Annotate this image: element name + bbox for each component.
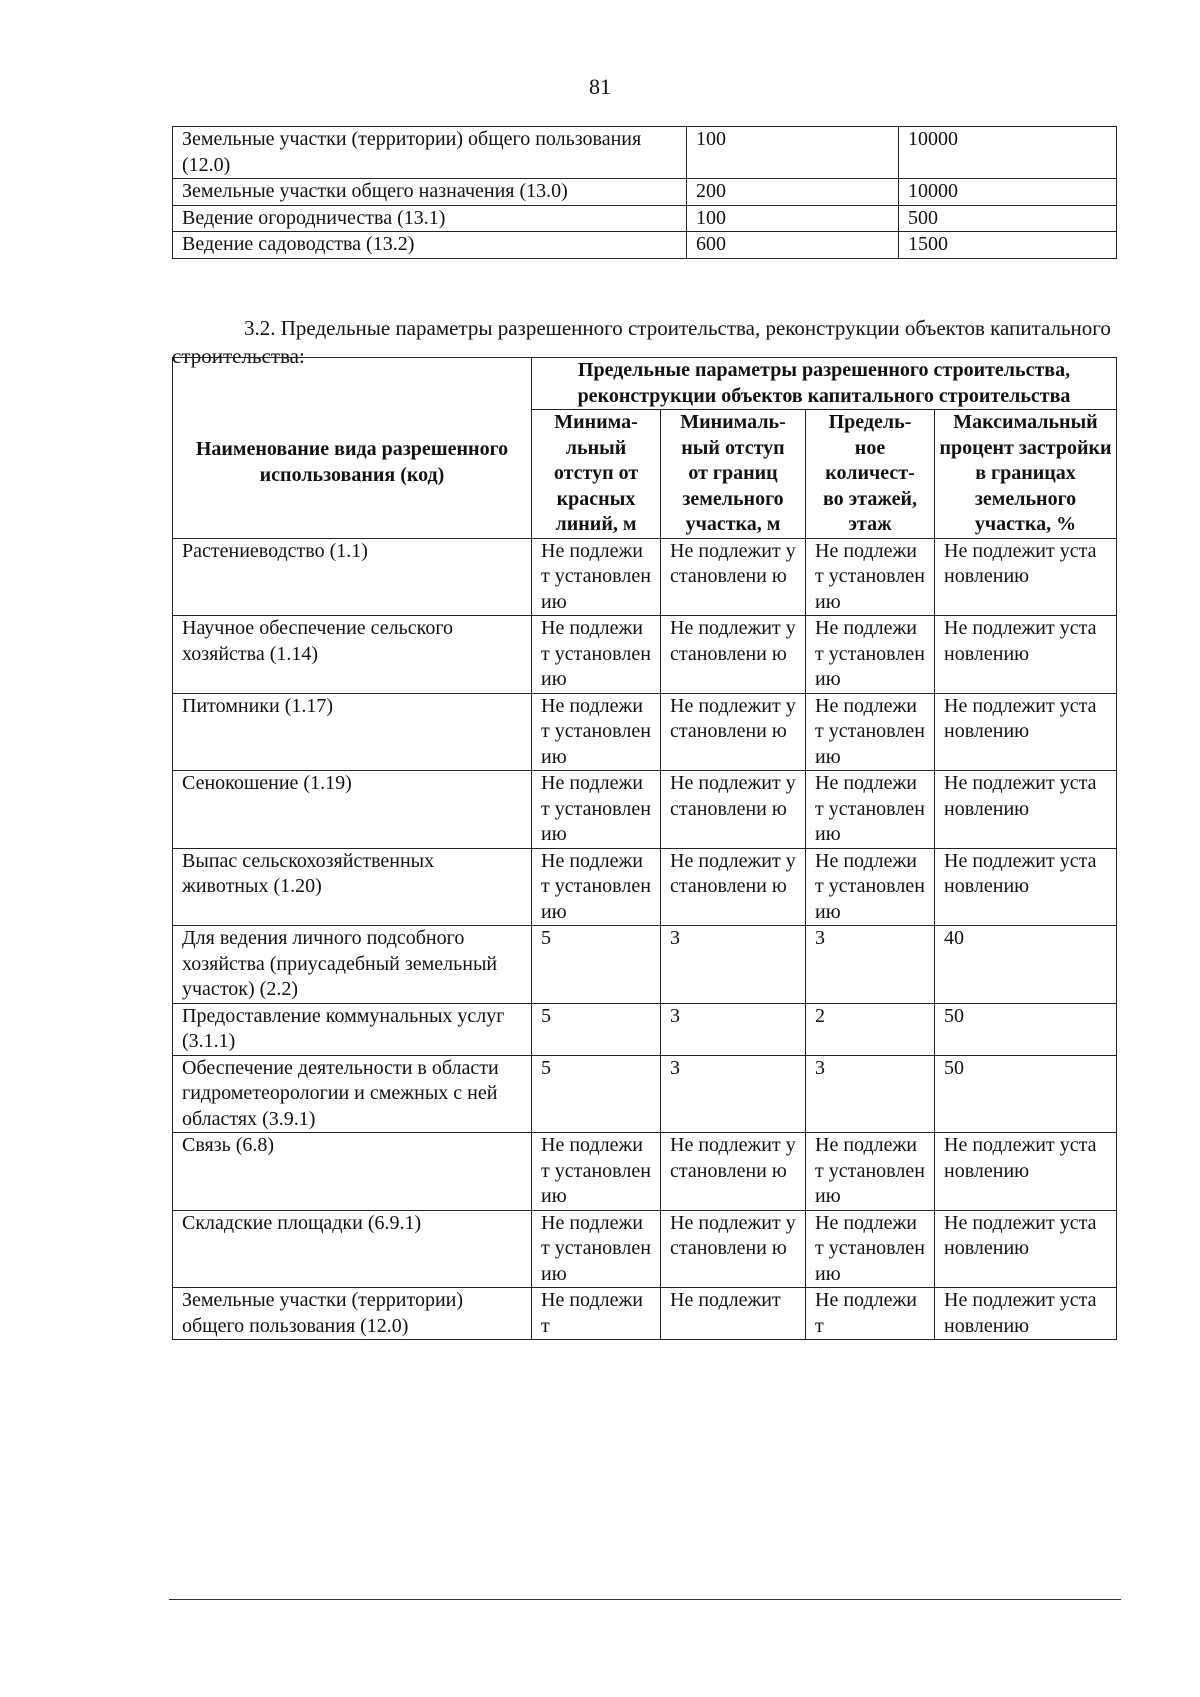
table-row	[173, 1003, 1117, 1055]
permitted-use-name: Складские площадки (6.9.1)	[173, 1210, 532, 1288]
min-area: 200	[687, 179, 899, 206]
table-row	[173, 926, 1117, 1004]
min-offset-plot-borders: Не подлежит установлени ю	[661, 538, 806, 616]
max-floors: 3	[806, 1055, 935, 1133]
permitted-use-name: Обеспечение деятельности в области гидрометеорологии и смежных с ней областях (3.9.1)	[173, 1055, 532, 1133]
permitted-use-name: Питомники (1.17)	[173, 693, 532, 771]
min-offset-red-lines: Не подлежит установлен ию	[532, 771, 661, 849]
permitted-use-name: Растениеводство (1.1)	[173, 538, 532, 616]
header-max-floors: Предель- ное количест- во этажей, этаж	[806, 410, 935, 539]
min-offset-plot-borders: Не подлежит установлени ю	[661, 848, 806, 926]
header-permitted-use: Наименование вида разрешенного использования (код)	[173, 358, 532, 539]
min-area: 100	[687, 127, 899, 179]
min-offset-red-lines: Не подлежит	[532, 1288, 661, 1340]
max-coverage: Не подлежит установлению	[935, 1210, 1117, 1288]
min-offset-plot-borders: Не подлежит	[661, 1288, 806, 1340]
page-number: 81	[589, 74, 611, 99]
min-offset-plot-borders: Не подлежит установлени ю	[661, 693, 806, 771]
land-plot-size-table	[172, 126, 1117, 259]
max-area: 10000	[899, 179, 1117, 206]
table-row	[173, 205, 1117, 232]
max-area: 500	[899, 205, 1117, 232]
min-offset-plot-borders: Не подлежит установлени ю	[661, 771, 806, 849]
max-coverage: 40	[935, 926, 1117, 1004]
max-coverage: Не подлежит установлению	[935, 538, 1117, 616]
max-coverage: 50	[935, 1003, 1117, 1055]
permitted-use-name: Выпас сельскохозяйственных животных (1.20)	[173, 848, 532, 926]
min-offset-plot-borders: 3	[661, 1055, 806, 1133]
min-offset-red-lines: Не подлежит установлен ию	[532, 848, 661, 926]
table-row	[173, 1210, 1117, 1288]
min-offset-red-lines: 5	[532, 926, 661, 1004]
min-area: 100	[687, 205, 899, 232]
permitted-use-name: Сенокошение (1.19)	[173, 771, 532, 849]
min-offset-plot-borders: Не подлежит установлени ю	[661, 1210, 806, 1288]
permitted-use-name: Предоставление коммунальных услуг (3.1.1)	[173, 1003, 532, 1055]
max-floors: Не подлежит установлен ию	[806, 693, 935, 771]
header-min-offset-red-lines: Минима- льный отступ от красных линий, м	[532, 410, 661, 539]
max-coverage: Не подлежит установлению	[935, 1288, 1117, 1340]
min-offset-red-lines: Не подлежит установлен ию	[532, 538, 661, 616]
table-row	[173, 693, 1117, 771]
permitted-use-name: Для ведения личного подсобного хозяйства (приусадебный земельный участок) (2.2)	[173, 926, 532, 1004]
max-floors: 3	[806, 926, 935, 1004]
max-floors: Не подлежит установлен ию	[806, 616, 935, 694]
max-coverage: Не подлежит установлению	[935, 1133, 1117, 1211]
max-floors: 2	[806, 1003, 935, 1055]
land-use-name: Ведение огородничества (13.1)	[173, 205, 687, 232]
min-offset-red-lines: Не подлежит установлен ию	[532, 1133, 661, 1211]
min-offset-red-lines: Не подлежит установлен ию	[532, 616, 661, 694]
min-offset-plot-borders: Не подлежит установлени ю	[661, 616, 806, 694]
table-row	[173, 1133, 1117, 1211]
max-floors: Не подлежит установлен ию	[806, 1210, 935, 1288]
min-offset-plot-borders: 3	[661, 1003, 806, 1055]
table-row	[173, 1055, 1117, 1133]
max-floors: Не подлежит	[806, 1288, 935, 1340]
permitted-use-name: Научное обеспечение сельского хозяйства (1.14)	[173, 616, 532, 694]
min-offset-red-lines: Не подлежит установлен ию	[532, 693, 661, 771]
max-coverage: Не подлежит установлению	[935, 693, 1117, 771]
max-coverage: Не подлежит установлению	[935, 616, 1117, 694]
min-offset-plot-borders: Не подлежит установлени ю	[661, 1133, 806, 1211]
max-floors: Не подлежит установлен ию	[806, 771, 935, 849]
table-row	[173, 538, 1117, 616]
table-row	[173, 127, 1117, 179]
max-coverage: Не подлежит установлению	[935, 848, 1117, 926]
max-floors: Не подлежит установлен ию	[806, 538, 935, 616]
land-use-name: Земельные участки (территории) общего пользования (12.0)	[173, 127, 687, 179]
min-offset-plot-borders: 3	[661, 926, 806, 1004]
header-max-coverage: Максимальный процент застройки в границах земельного участка, %	[935, 410, 1117, 539]
table-row	[173, 616, 1117, 694]
header-min-offset-plot-borders: Минималь- ный отступ от границ земельного участка, м	[661, 410, 806, 539]
table-row	[173, 771, 1117, 849]
footer-divider	[169, 1599, 1121, 1600]
section-heading-3-2: 3.2. Предельные параметры разрешенного строительства, реконструкции объектов капитального строительства:	[172, 316, 1111, 368]
max-area: 1500	[899, 232, 1117, 259]
max-coverage: 50	[935, 1055, 1117, 1133]
min-area: 600	[687, 232, 899, 259]
table-row	[173, 848, 1117, 926]
construction-parameters-table	[172, 357, 1117, 1340]
permitted-use-name: Связь (6.8)	[173, 1133, 532, 1211]
min-offset-red-lines: 5	[532, 1003, 661, 1055]
table-row	[173, 179, 1117, 206]
land-use-name: Земельные участки общего назначения (13.0)	[173, 179, 687, 206]
max-area: 10000	[899, 127, 1117, 179]
table-row	[173, 1288, 1117, 1340]
min-offset-red-lines: Не подлежит установлен ию	[532, 1210, 661, 1288]
max-floors: Не подлежит установлен ию	[806, 1133, 935, 1211]
table-row	[173, 232, 1117, 259]
max-coverage: Не подлежит установлению	[935, 771, 1117, 849]
max-floors: Не подлежит установлен ию	[806, 848, 935, 926]
header-limit-parameters: Предельные параметры разрешенного строительства, реконструкции объектов капитального строительства	[532, 358, 1117, 410]
land-use-name: Ведение садоводства (13.2)	[173, 232, 687, 259]
permitted-use-name: Земельные участки (территории) общего пользования (12.0)	[173, 1288, 532, 1340]
min-offset-red-lines: 5	[532, 1055, 661, 1133]
